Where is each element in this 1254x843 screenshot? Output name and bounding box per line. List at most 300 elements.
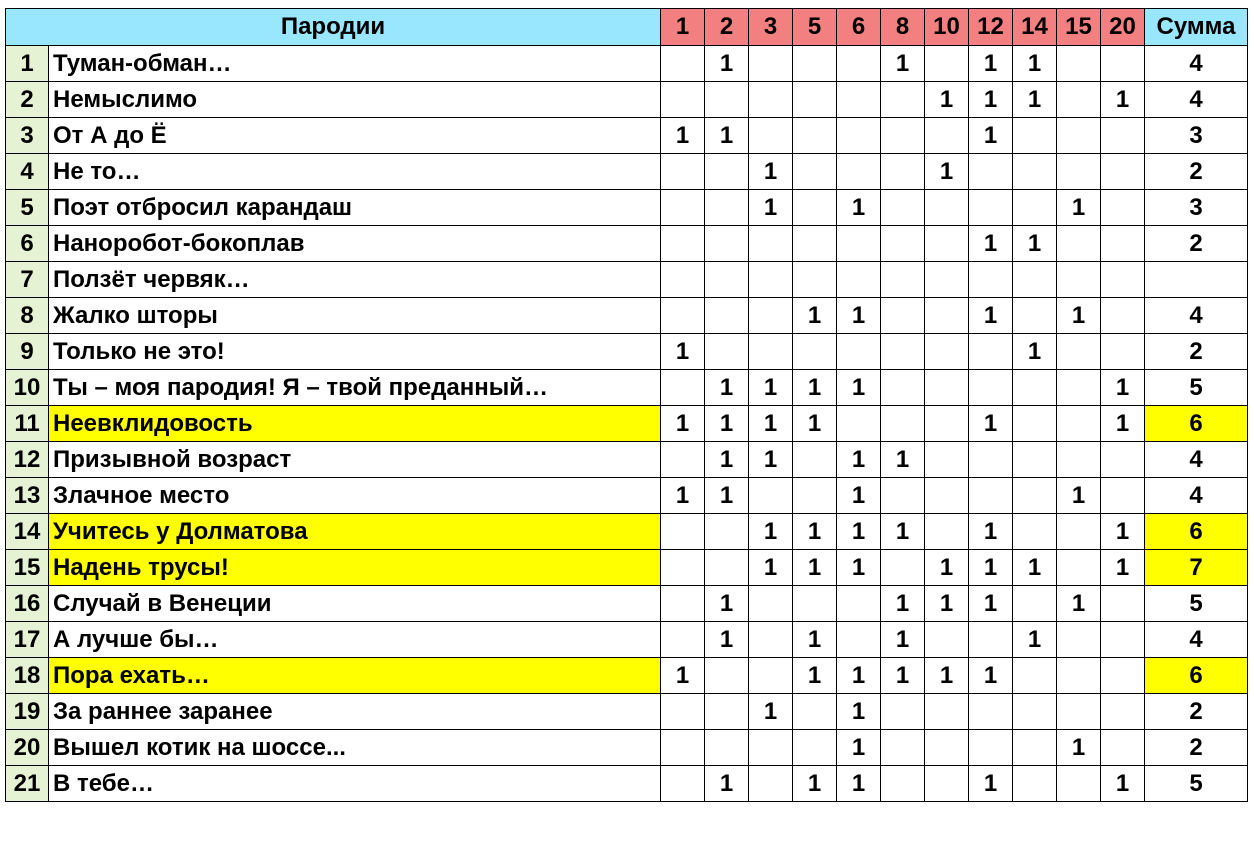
vote-cell: 1	[661, 334, 705, 370]
parody-title: Пора ехать…	[49, 658, 661, 694]
vote-cell: 1	[969, 658, 1013, 694]
parody-title: Не то…	[49, 154, 661, 190]
parody-title: В тебе…	[49, 766, 661, 802]
vote-cell: 1	[793, 622, 837, 658]
vote-cell: 1	[749, 370, 793, 406]
parody-title: Ползёт червяк…	[49, 262, 661, 298]
row-number: 11	[6, 406, 49, 442]
vote-cell	[881, 370, 925, 406]
row-number: 3	[6, 118, 49, 154]
vote-cell: 1	[661, 406, 705, 442]
parody-title: Призывной возраст	[49, 442, 661, 478]
vote-cell: 1	[1057, 478, 1101, 514]
vote-cell	[661, 730, 705, 766]
vote-cell	[1101, 730, 1145, 766]
vote-cell: 1	[1101, 766, 1145, 802]
vote-cell	[661, 370, 705, 406]
vote-cell	[837, 82, 881, 118]
table-row	[6, 262, 1248, 298]
vote-cell	[705, 262, 749, 298]
vote-cell	[1013, 370, 1057, 406]
vote-cell	[749, 118, 793, 154]
vote-cell	[749, 334, 793, 370]
vote-cell	[837, 406, 881, 442]
vote-cell: 1	[1057, 298, 1101, 334]
vote-cell	[705, 226, 749, 262]
vote-cell: 1	[925, 154, 969, 190]
vote-cell	[837, 586, 881, 622]
vote-cell: 1	[1013, 622, 1057, 658]
row-number: 17	[6, 622, 49, 658]
vote-cell: 1	[793, 406, 837, 442]
vote-cell: 1	[1057, 190, 1101, 226]
parody-title: А лучше бы…	[49, 622, 661, 658]
column-header: 5	[793, 9, 837, 46]
vote-cell: 1	[925, 550, 969, 586]
parody-title: Поэт отбросил карандаш	[49, 190, 661, 226]
vote-cell	[661, 586, 705, 622]
vote-cell	[749, 586, 793, 622]
column-header: 10	[925, 9, 969, 46]
vote-cell	[661, 298, 705, 334]
vote-cell: 1	[925, 658, 969, 694]
vote-cell	[881, 118, 925, 154]
vote-cell: 1	[749, 442, 793, 478]
parody-title: Ты – моя пародия! Я – твой преданный…	[49, 370, 661, 406]
sum-cell: 4	[1145, 478, 1248, 514]
vote-cell: 1	[969, 118, 1013, 154]
vote-cell	[837, 154, 881, 190]
vote-cell	[881, 154, 925, 190]
vote-cell: 1	[969, 46, 1013, 82]
vote-cell	[1101, 154, 1145, 190]
vote-cell: 1	[1101, 550, 1145, 586]
vote-cell	[881, 190, 925, 226]
vote-cell: 1	[793, 514, 837, 550]
row-number: 21	[6, 766, 49, 802]
vote-cell	[925, 622, 969, 658]
vote-cell	[1057, 694, 1101, 730]
vote-cell	[1013, 658, 1057, 694]
vote-cell: 1	[1057, 586, 1101, 622]
vote-cell	[1101, 190, 1145, 226]
vote-cell: 1	[925, 586, 969, 622]
vote-cell: 1	[661, 658, 705, 694]
row-number: 18	[6, 658, 49, 694]
table-row	[6, 550, 1248, 586]
sum-cell: 2	[1145, 694, 1248, 730]
vote-cell	[969, 442, 1013, 478]
vote-cell: 1	[1057, 730, 1101, 766]
vote-cell	[1101, 46, 1145, 82]
vote-cell: 1	[705, 46, 749, 82]
vote-cell: 1	[705, 478, 749, 514]
parody-title: Случай в Венеции	[49, 586, 661, 622]
vote-cell	[793, 82, 837, 118]
table-title: Пародии	[6, 9, 661, 46]
vote-cell	[1013, 694, 1057, 730]
vote-cell: 1	[837, 550, 881, 586]
parody-title: За раннее заранее	[49, 694, 661, 730]
table-row	[6, 190, 1248, 226]
table-row	[6, 82, 1248, 118]
vote-cell: 1	[793, 766, 837, 802]
vote-cell	[661, 550, 705, 586]
vote-cell	[969, 190, 1013, 226]
vote-cell	[1101, 442, 1145, 478]
vote-cell	[749, 766, 793, 802]
row-number: 15	[6, 550, 49, 586]
vote-cell	[705, 190, 749, 226]
vote-cell: 1	[969, 298, 1013, 334]
vote-cell: 1	[881, 622, 925, 658]
vote-cell	[1101, 478, 1145, 514]
vote-cell: 1	[705, 118, 749, 154]
row-number: 12	[6, 442, 49, 478]
vote-cell	[1013, 514, 1057, 550]
column-header: 1	[661, 9, 705, 46]
vote-cell	[1057, 658, 1101, 694]
row-number: 1	[6, 46, 49, 82]
vote-cell	[705, 550, 749, 586]
row-number: 10	[6, 370, 49, 406]
vote-cell	[1057, 406, 1101, 442]
vote-cell	[1013, 118, 1057, 154]
vote-cell	[925, 406, 969, 442]
row-number: 2	[6, 82, 49, 118]
table-body	[6, 46, 1248, 802]
vote-cell	[881, 694, 925, 730]
vote-cell: 1	[969, 226, 1013, 262]
sum-cell: 4	[1145, 46, 1248, 82]
vote-cell	[749, 298, 793, 334]
table-row	[6, 226, 1248, 262]
vote-cell: 1	[793, 550, 837, 586]
vote-cell: 1	[837, 658, 881, 694]
vote-cell: 1	[1101, 514, 1145, 550]
vote-cell: 1	[749, 406, 793, 442]
column-header: 8	[881, 9, 925, 46]
sum-cell: 5	[1145, 586, 1248, 622]
table-row	[6, 406, 1248, 442]
vote-cell: 1	[705, 442, 749, 478]
header-row	[6, 9, 1248, 46]
vote-cell	[793, 442, 837, 478]
vote-cell	[1101, 694, 1145, 730]
vote-cell	[793, 46, 837, 82]
vote-cell	[969, 370, 1013, 406]
vote-cell	[1057, 766, 1101, 802]
parody-score-table	[5, 8, 1248, 802]
row-number: 16	[6, 586, 49, 622]
vote-cell	[881, 82, 925, 118]
row-number: 6	[6, 226, 49, 262]
row-number: 20	[6, 730, 49, 766]
parody-title: Учитесь у Долматова	[49, 514, 661, 550]
vote-cell: 1	[837, 298, 881, 334]
vote-cell	[1057, 46, 1101, 82]
vote-cell	[925, 478, 969, 514]
vote-cell	[793, 190, 837, 226]
column-header: 20	[1101, 9, 1145, 46]
vote-cell	[925, 442, 969, 478]
vote-cell	[749, 658, 793, 694]
vote-cell	[661, 766, 705, 802]
vote-cell: 1	[969, 550, 1013, 586]
vote-cell: 1	[705, 370, 749, 406]
vote-cell	[749, 226, 793, 262]
vote-cell: 1	[1101, 370, 1145, 406]
table-row	[6, 622, 1248, 658]
column-header: 6	[837, 9, 881, 46]
sum-cell: 4	[1145, 622, 1248, 658]
vote-cell: 1	[705, 586, 749, 622]
row-number: 13	[6, 478, 49, 514]
vote-cell: 1	[881, 586, 925, 622]
vote-cell	[661, 694, 705, 730]
vote-cell	[1013, 262, 1057, 298]
parody-title: Вышел котик на шоссе...	[49, 730, 661, 766]
sum-cell: 7	[1145, 550, 1248, 586]
vote-cell	[969, 622, 1013, 658]
vote-cell	[793, 586, 837, 622]
table-row	[6, 766, 1248, 802]
vote-cell	[1057, 442, 1101, 478]
vote-cell	[705, 694, 749, 730]
table-row	[6, 370, 1248, 406]
vote-cell: 1	[661, 118, 705, 154]
vote-cell: 1	[837, 478, 881, 514]
vote-cell	[1013, 730, 1057, 766]
vote-cell	[705, 334, 749, 370]
sum-cell: 3	[1145, 118, 1248, 154]
vote-cell	[1057, 118, 1101, 154]
parody-title: Только не это!	[49, 334, 661, 370]
sum-cell: 5	[1145, 370, 1248, 406]
vote-cell: 1	[749, 514, 793, 550]
column-header: 15	[1057, 9, 1101, 46]
vote-cell: 1	[1101, 406, 1145, 442]
vote-cell: 1	[969, 406, 1013, 442]
row-number: 7	[6, 262, 49, 298]
vote-cell	[969, 154, 1013, 190]
table-row	[6, 298, 1248, 334]
vote-cell	[925, 694, 969, 730]
vote-cell	[969, 478, 1013, 514]
vote-cell	[705, 658, 749, 694]
vote-cell	[749, 82, 793, 118]
vote-cell	[925, 370, 969, 406]
vote-cell	[925, 226, 969, 262]
vote-cell	[749, 46, 793, 82]
vote-cell	[661, 82, 705, 118]
vote-cell: 1	[793, 658, 837, 694]
vote-cell	[749, 730, 793, 766]
vote-cell	[1057, 154, 1101, 190]
vote-cell: 1	[837, 514, 881, 550]
vote-cell	[1101, 226, 1145, 262]
vote-cell: 1	[749, 550, 793, 586]
vote-cell	[1057, 622, 1101, 658]
vote-cell	[881, 262, 925, 298]
vote-cell	[793, 226, 837, 262]
sum-cell	[1145, 262, 1248, 298]
vote-cell	[705, 730, 749, 766]
vote-cell	[1013, 586, 1057, 622]
vote-cell	[1013, 190, 1057, 226]
vote-cell	[661, 190, 705, 226]
column-header: 12	[969, 9, 1013, 46]
vote-cell	[1057, 514, 1101, 550]
vote-cell	[1101, 586, 1145, 622]
vote-cell	[881, 478, 925, 514]
vote-cell	[881, 766, 925, 802]
vote-cell	[925, 190, 969, 226]
vote-cell: 1	[837, 370, 881, 406]
vote-cell	[705, 154, 749, 190]
vote-cell	[881, 550, 925, 586]
vote-cell	[1057, 262, 1101, 298]
sum-cell: 2	[1145, 154, 1248, 190]
vote-cell	[793, 694, 837, 730]
vote-cell	[749, 622, 793, 658]
vote-cell	[661, 226, 705, 262]
vote-cell	[1013, 298, 1057, 334]
table-row	[6, 46, 1248, 82]
vote-cell: 1	[1013, 82, 1057, 118]
row-number: 9	[6, 334, 49, 370]
parody-title: Немыслимо	[49, 82, 661, 118]
parody-title: От А до Ё	[49, 118, 661, 154]
vote-cell: 1	[1013, 46, 1057, 82]
vote-cell	[1013, 766, 1057, 802]
vote-cell	[925, 730, 969, 766]
vote-cell: 1	[881, 514, 925, 550]
vote-cell	[925, 262, 969, 298]
sum-cell: 3	[1145, 190, 1248, 226]
parody-title: Надень трусы!	[49, 550, 661, 586]
table-row	[6, 334, 1248, 370]
vote-cell	[837, 262, 881, 298]
vote-cell: 1	[881, 442, 925, 478]
vote-cell	[793, 478, 837, 514]
vote-cell	[705, 298, 749, 334]
vote-cell	[1101, 298, 1145, 334]
vote-cell: 1	[881, 658, 925, 694]
vote-cell	[793, 118, 837, 154]
vote-cell: 1	[969, 82, 1013, 118]
vote-cell	[1013, 154, 1057, 190]
vote-cell	[1057, 226, 1101, 262]
vote-cell: 1	[1101, 82, 1145, 118]
vote-cell	[749, 262, 793, 298]
vote-cell	[969, 730, 1013, 766]
vote-cell	[1057, 370, 1101, 406]
vote-cell	[881, 298, 925, 334]
row-number: 8	[6, 298, 49, 334]
vote-cell: 1	[837, 730, 881, 766]
vote-cell	[837, 118, 881, 154]
table-row	[6, 118, 1248, 154]
vote-cell	[1013, 478, 1057, 514]
table-row	[6, 694, 1248, 730]
vote-cell	[881, 730, 925, 766]
vote-cell: 1	[661, 478, 705, 514]
vote-cell	[969, 334, 1013, 370]
vote-cell	[881, 334, 925, 370]
vote-cell: 1	[925, 82, 969, 118]
vote-cell: 1	[1013, 550, 1057, 586]
vote-cell	[925, 298, 969, 334]
sum-cell: 2	[1145, 730, 1248, 766]
vote-cell: 1	[837, 442, 881, 478]
vote-cell: 1	[705, 766, 749, 802]
vote-cell: 1	[1013, 226, 1057, 262]
vote-cell	[925, 514, 969, 550]
vote-cell	[1013, 406, 1057, 442]
vote-cell	[793, 262, 837, 298]
vote-cell	[1101, 262, 1145, 298]
vote-cell	[705, 82, 749, 118]
sum-cell: 2	[1145, 334, 1248, 370]
parody-title: Туман-обман…	[49, 46, 661, 82]
vote-cell	[969, 262, 1013, 298]
table-row	[6, 442, 1248, 478]
table-row	[6, 514, 1248, 550]
vote-cell	[1101, 658, 1145, 694]
vote-cell: 1	[705, 622, 749, 658]
vote-cell	[1013, 442, 1057, 478]
vote-cell: 1	[749, 154, 793, 190]
vote-cell	[1101, 334, 1145, 370]
sum-cell: 6	[1145, 658, 1248, 694]
vote-cell	[969, 694, 1013, 730]
vote-cell	[881, 406, 925, 442]
vote-cell: 1	[749, 694, 793, 730]
table-row	[6, 478, 1248, 514]
vote-cell	[837, 46, 881, 82]
vote-cell: 1	[837, 190, 881, 226]
sum-cell: 6	[1145, 406, 1248, 442]
sum-cell: 2	[1145, 226, 1248, 262]
vote-cell	[661, 46, 705, 82]
vote-cell	[837, 622, 881, 658]
vote-cell	[1101, 118, 1145, 154]
vote-cell: 1	[793, 298, 837, 334]
sum-cell: 6	[1145, 514, 1248, 550]
vote-cell	[661, 442, 705, 478]
vote-cell	[793, 334, 837, 370]
column-header: 3	[749, 9, 793, 46]
sum-cell: 5	[1145, 766, 1248, 802]
vote-cell	[925, 334, 969, 370]
vote-cell	[749, 478, 793, 514]
vote-cell	[661, 154, 705, 190]
vote-cell: 1	[837, 694, 881, 730]
vote-cell	[925, 766, 969, 802]
vote-cell	[1101, 622, 1145, 658]
column-header: 2	[705, 9, 749, 46]
vote-cell: 1	[705, 406, 749, 442]
table-row	[6, 586, 1248, 622]
vote-cell: 1	[749, 190, 793, 226]
row-number: 14	[6, 514, 49, 550]
table-row	[6, 658, 1248, 694]
vote-cell	[793, 154, 837, 190]
vote-cell	[661, 262, 705, 298]
parody-title: Злачное место	[49, 478, 661, 514]
vote-cell	[925, 46, 969, 82]
